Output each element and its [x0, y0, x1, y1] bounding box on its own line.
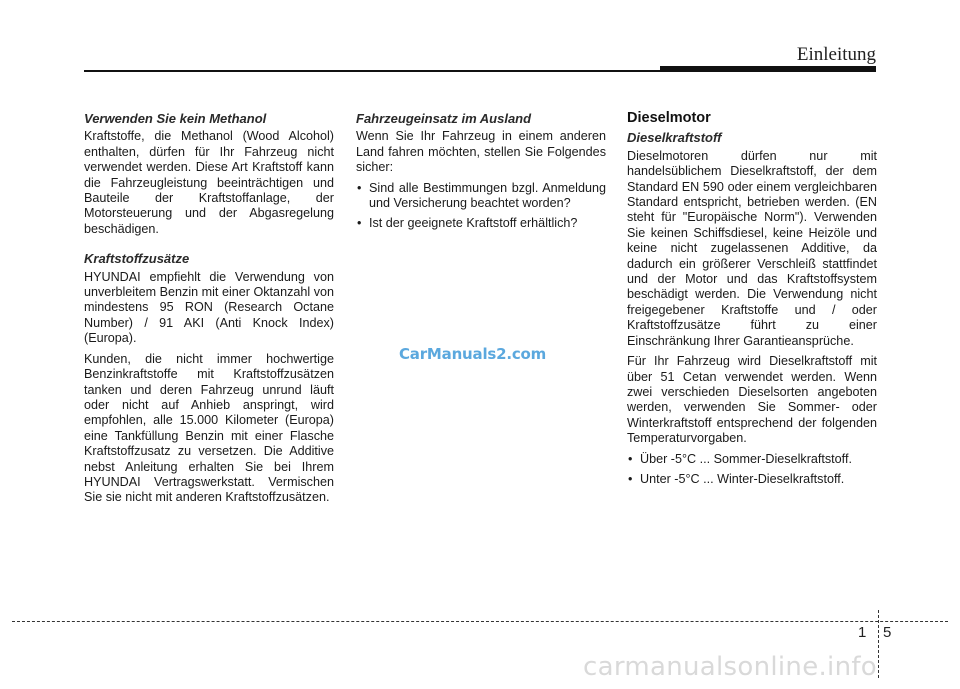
header-rule	[84, 70, 660, 72]
sub-heading-diesel-fuel: Dieselkraftstoff	[627, 130, 722, 146]
bullet-icon: •	[628, 451, 633, 466]
column-1	[84, 111, 334, 511]
paragraph-additives-2: Kunden, die nicht immer hochwertige Benzinkraftstoffe mit Kraftstoffzusätzen tanken und deren Fahrzeug unrund läuft oder nicht auf Anhieb anspringt, wird empfohlen, alle 15.000 Kilometer (Europa) eine Tankfüllung Benzin mit einer Flasche Kraftstoffzusatz zu versetzen. Die Additive nebst Anleitung erhalten Sie bei Ihrem HYUNDAI Vertragswerkstatt. Vermischen Sie sie nicht mit anderen Kraftstoffzusätzen.	[84, 351, 334, 505]
paragraph-diesel-1: Dieselmotoren dürfen nur mit handelsüblichem Dieselkraftstoff, der dem Standard EN 590 oder einem vergleichbaren Standard entspricht, betrieben werden. (EN steht für "Europäische Norm"). Verwenden Sie keinen Schiffsdiesel, keine Heizöle und keine nicht zugelassenen Additive, da dadurch ein größerer Verschleiß stattfindet und der Motor und das Kraftstoffsystem beschädigt werden. Die Verwendung nicht freigegebener Kraftstoffe und / oder Kraftstoffzusätze führt zu einer Einschränkung Ihrer Garantieansprüche.	[627, 148, 877, 348]
chapter-number: 1	[858, 624, 867, 641]
list-item-text: Über -5°C ... Sommer-Dieselkraftstoff.	[640, 451, 852, 466]
section-heading-additives: Kraftstoffzusätze	[84, 251, 190, 267]
bullet-icon: •	[628, 471, 633, 486]
paragraph-diesel-2: Für Ihr Fahrzeug wird Dieselkraftstoff mit über 51 Cetan verwendet werden. Wenn zwei verschieden Dieselsorten angeboten werden, verwenden Sie Sommer- oder Winterkraftstoff entsprechend der folgenden Temperaturvorgaben.	[627, 354, 877, 446]
bullet-icon: •	[357, 216, 362, 231]
list-item-text: Sind alle Bestimmungen bzgl. Anmeldung und Versicherung beachtet worden?	[369, 180, 606, 211]
section-heading-diesel-engine: Dieselmotor	[627, 110, 711, 126]
page-number: 5	[883, 624, 892, 641]
list-item-text: Unter -5°C ... Winter-Dieselkraftstoff.	[640, 471, 845, 486]
list-item	[627, 472, 877, 487]
list-item	[356, 181, 606, 212]
watermark-carmanuals: CarManuals2.com	[399, 345, 547, 363]
header-bar	[660, 66, 876, 72]
section-heading-abroad: Fahrzeugeinsatz im Ausland	[356, 111, 532, 126]
bullet-list-diesel	[627, 452, 877, 488]
section-heading-methanol: Verwenden Sie kein Methanol	[84, 111, 267, 126]
column-2	[356, 111, 606, 238]
footer-rule	[12, 621, 948, 622]
column-3	[627, 111, 877, 493]
list-item	[356, 216, 606, 231]
paragraph-abroad: Wenn Sie Ihr Fahrzeug in einem anderen Land fahren möchten, stellen Sie Folgendes sicher:	[356, 129, 606, 175]
bullet-icon: •	[357, 180, 362, 195]
list-item-text: Ist der geeignete Kraftstoff erhältlich?	[369, 216, 578, 231]
header-title: Einleitung	[796, 44, 876, 65]
paragraph-methanol: Kraftstoffe, die Methanol (Wood Alcohol) enthalten, dürfen für Ihr Fahrzeug nicht verwendet werden. Diese Art Kraftstoff kann die Fahrzeugleistung beeinträchtigen und Bauteile der Kraftstoffanlage, der Motorsteuerung und der Abgasregelung beschädigen.	[84, 129, 334, 236]
paragraph-additives-1: HYUNDAI empfiehlt die Verwendung von unverbleitem Benzin mit einer Oktanzahl von mindestens 95 RON (Research Octane Number) / 91 AKI (Anti Knock Index) (Europa).	[84, 269, 334, 346]
site-watermark: carmanualsonline.info	[583, 652, 878, 682]
bullet-list-abroad	[356, 181, 606, 232]
page-number-divider	[878, 610, 879, 678]
list-item	[627, 452, 877, 467]
